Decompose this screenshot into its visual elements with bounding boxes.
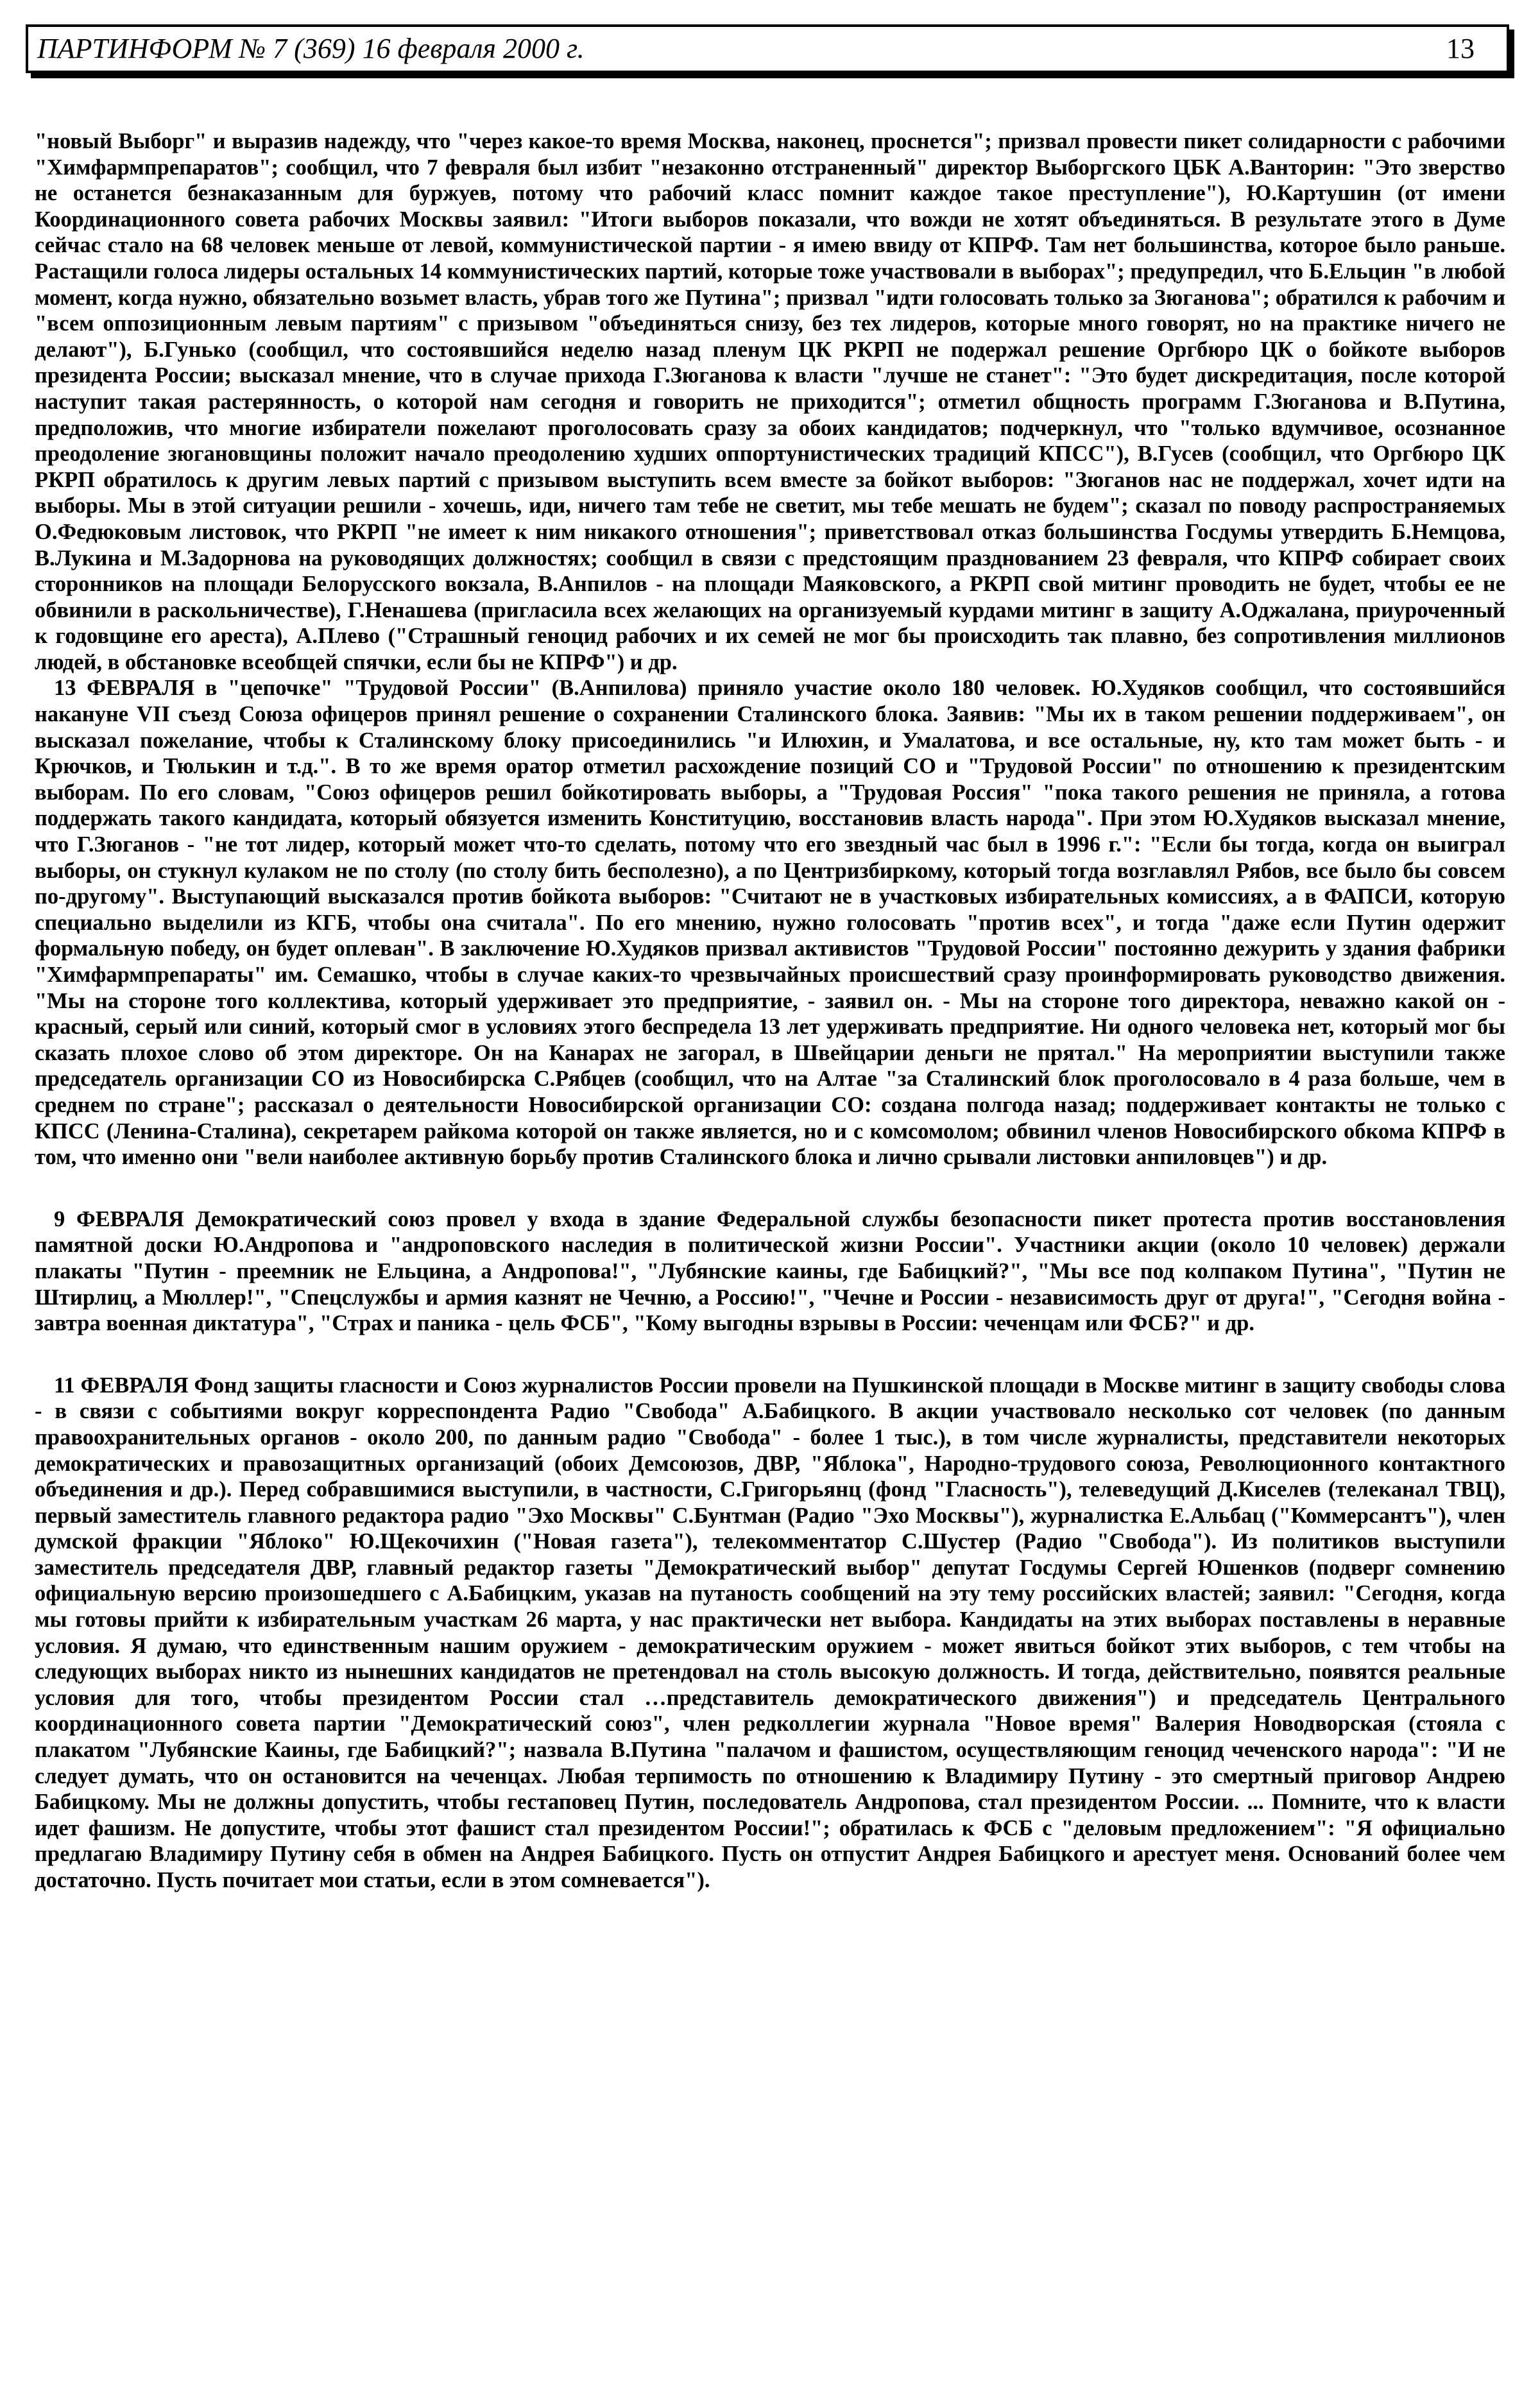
page-header [26, 24, 1509, 73]
paragraph-feb-11: 11 ФЕВРАЛЯ Фонд защиты гласности и Союз журналистов России провели на Пушкинской площади в Москве митинг в защиту свободы слова - в связи с событиями вокруг корреспондента Радио "Свобода" А.Бабицкого. В акции участвовало несколько сот человек (по данным правоохранительных органов - около 200, по данным радио "Свобода" - более 1 тыс.), в том числе журналисты, представители некоторых демократических и правозащитных организаций (обоих Демсоюзов, ДВР, "Яблока", Народно-трудового союза, Революционного контактного объединения и др.). Перед собравшимися выступили, в частности, С.Григорьянц (фонд "Гласность"), телеведущий Д.Киселев (телеканал ТВЦ), первый заместитель главного редактора радио "Эхо Москвы" С.Бунтман (Радио "Эхо Москвы"), журналистка Е.Альбац ("Коммерсантъ"), член думской фракции "Яблоко" Ю.Щекочихин ("Новая газета"), телекомментатор С.Шустер (Радио "Свобода"). Из политиков выступили заместитель председателя ДВР, главный редактор газеты "Демократический выбор" депутат Госдумы Сергей Юшенков (подверг сомнению официальную версию произошедшего с А.Бабицким, указав на путаность сообщений на эту тему российских властей; заявил: "Сегодня, когда мы готовы прийти к избирательным участкам 26 марта, у нас практически нет выбора. Кандидаты на этих выборах поставлены в неравные условия. Я думаю, что единственным нашим оружием - демократическим оружием - может явиться бойкот этих выборов, с тем чтобы на следующих выборах никто из нынешних кандидатов не претендовал на столь высокую должность. И тогда, действительно, появятся реальные условия для того, чтобы президентом России стал …представитель демократического движения") и председатель Центрального координационного совета партии "Демократический союз", член редколлегии журнала "Новое время" Валерия Новодворская (стояла с плакатом "Лубянские Каины, где Бабицкий?"; назвала В.Путина "палачом и фашистом, осуществляющим геноцид чеченского народа": "И не следует думать, что он остановится на чеченцах. Любая терпимость по отношению к Владимиру Путину - это смертный приговор Андрею Бабицкому. Мы не должны допустить, чтобы гестаповец Путин, последователь Андропова, стал президентом России. ... Помните, что к власти идет фашизм. Не допустите, чтобы этот фашист стал президентом России!"; обратилась к ФСБ с "деловым предложением": "Я официально предлагаю Владимиру Путину себя в обмен на Андрея Бабицкого. Пусть он отпустит Андрея Бабицкого и арестует меня. Оснований более чем достаточно. Пусть почитает мои статьи, если в этом сомневается"). [35, 1373, 1505, 1892]
paragraph-feb-13: 13 ФЕВРАЛЯ в "цепочке" "Трудовой России" (В.Анпилова) приняло участие около 180 человек. Ю.Худяков сообщил, что состоявшийся накануне VII съезд Союза офицеров принял решение о сохранении Сталинского блока. Заявив: "Мы их в таком решении поддерживаем", он высказал пожелание, чтобы к Сталинскому блоку присоединились "и Илюхин, и Умалатова, и все остальные, ну, кто там может быть - и Крючков, и Тюлькин и т.д.". В то же время оратор отметил расхождение позиций СО и "Трудовой России" по отношению к президентским выборам. По его словам, "Союз офицеров решил бойкотировать выборы, а "Трудовая Россия" "пока такого решения не приняла, а готова поддержать такого кандидата, который обязуется изменить Конституцию, восстановив власть народа". При этом Ю.Худяков высказал мнение, что Г.Зюганов - "не тот лидер, который может что-то сделать, потому что его звездный час был в 1996 г.": "Если бы тогда, когда он выиграл выборы, он стукнул кулаком не по столу (по столу бить бесполезно), а по Центризбиркому, который тогда возглавлял Рябов, все было бы совсем по-другому". Выступающий высказался против бойкота выборов: "Считают не в участковых избирательных комиссиях, а в ФАПСИ, которую специально выделили из КГБ, чтобы она считала". По его мнению, нужно голосовать "против всех", и тогда "даже если Путин одержит формальную победу, он будет оплеван". В заключение Ю.Худяков призвал активистов "Трудовой России" постоянно дежурить у здания фабрики "Химфармпрепараты" им. Семашко, чтобы в случае каких-то чрезвычайных происшествий сразу проинформировать руководство движения. "Мы на стороне того коллектива, который удерживает это предприятие, - заявил он. - Мы на стороне того директора, неважно какой он - красный, серый или синий, который смог в условиях этого беспредела 13 лет удерживать предприятие. Ни одного человека нет, который мог бы сказать плохое слово об этом директоре. Он на Канарах не загорал, в Швейцарии деньги не прятал." На мероприятии выступили также председатель организации СО из Новосибирска С.Рябцев (сообщил, что на Алтае "за Сталинский блок проголосовало в 4 раза больше, чем в среднем по стране"; рассказал о деятельности Новосибирской организации СО: создана полгода назад; поддерживает контакты не только с КПСС (Ленина-Сталина), секретарем райкома которой он также является, но и с комсомолом; обвинил членов Новосибирского обкома КПРФ в том, что именно они "вели наиболее активную борьбу против Сталинского блока и лично срывали листовки анпиловцев") и др. [35, 676, 1505, 1170]
page-number: 13 [1446, 33, 1475, 64]
article-body [35, 128, 1505, 1894]
paragraph-feb-9: 9 ФЕВРАЛЯ Демократический союз провел у входа в здание Федеральной службы безопасности пикет протеста против восстановления памятной доски Ю.Андропова и "андроповского наследия в политической жизни России". Участники акции (около 10 человек) держали плакаты "Путин - преемник не Ельцина, а Андропова!", "Лубянские каины, где Бабицкий?", "Мы все под колпаком Путина", "Путин не Штирлиц, а Мюллер!", "Спецслужбы и армия казнят не Чечню, а Россию!", "Чечне и России - независимость друг от друга!", "Сегодня война - завтра военная диктатура", "Страх и паника - цель ФСБ", "Кому выгодны взрывы в России: чеченцам или ФСБ?" и др. [35, 1206, 1505, 1336]
publication-title: ПАРТИНФОРМ № 7 (369) 16 февраля 2000 г. [37, 33, 585, 64]
paragraph-continuation: "новый Выборг" и выразив надежду, что "через какое-то время Москва, наконец, проснется"; призвал провести пикет солидарности с рабочими "Химфармпрепаратов"; сообщил, что 7 февраля был избит "незаконно отстраненный" директор Выборгского ЦБК А.Ванторин: "Это зверство не останется безнаказанным для буржуев, потому что рабочий класс помнит каждое такое преступление"), Ю.Картушин (от имени Координационного совета рабочих Москвы заявил: "Итоги выборов показали, что вожди не хотят объединяться. В результате этого в Думе сейчас стало на 68 человек меньше от левой, коммунистической партии - я имею ввиду от КПРФ. Там нет большинства, которое было раньше. Растащили голоса лидеры остальных 14 коммунистических партий, которые тоже участвовали в выборах"; предупредил, что Б.Ельцин "в любой момент, когда нужно, обязательно возьмет власть, убрав того же Путина"; призвал "идти голосовать только за Зюганова"; обратился к рабочим и "всем оппозиционным левым партиям" с призывом "объединяться снизу, без тех лидеров, которые много говорят, но на практике ничего не делают"), Б.Гунько (сообщил, что состоявшийся неделю назад пленум ЦК РКРП не подержал решение Оргбюро ЦК о бойкоте выборов президента России; высказал мнение, что в случае прихода Г.Зюганова к власти "лучше не станет": "Это будет дискредитация, после которой наступит такая растерянность, о которой нам сегодня и говорить не приходится"; отметил общность программ Г.Зюганова и В.Путина, предположив, что многие избиратели пожелают проголосовать сразу за обоих кандидатов; подчеркнул, что "только вдумчивое, осознанное преодоление зюгановщины положит начало преодолению худших оппортунистических традиций КПСС"), В.Гусев (сообщил, что Оргбюро ЦК РКРП обратилось к другим левых партий с призывом выступить всем вместе за бойкот выборов: "Зюганов нас не поддержал, хочет идти на выборы. Мы в этой ситуации решили - хочешь, иди, ничего там тебе не светит, мы тебе мешать не будем"; сказал по поводу распространяемых О.Федюковым листовок, что РКРП "не имеет к ним никакого отношения"; приветствовал отказ большинства Госдумы утвердить Б.Немцова, В.Лукина и М.Задорнова на руководящих должностях; сообщил в связи с предстоящим празднованием 23 февраля, что КПРФ собирает своих сторонников на площади Белорусского вокзала, В.Анпилов - на площади Маяковского, а РКРП свой митинг проводить не будет, чтобы ее не обвинили в раскольничестве), Г.Ненашева (пригласила всех желающих на организуемый курдами митинг в защиту А.Оджалана, приуроченный к годовщине его ареста), А.Плево ("Страшный геноцид рабочих и их семей не мог бы происходить так плавно, без сопротивления миллионов людей, в обстановке всеобщей спячки, если бы не КПРФ") и др. [35, 129, 1505, 674]
